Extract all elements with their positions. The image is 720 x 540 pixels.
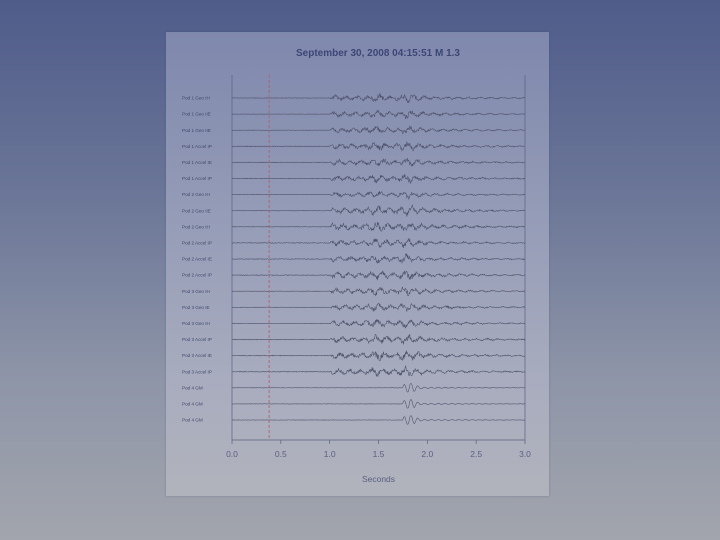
trace-label: Pod 3 Geo IE: [182, 304, 210, 310]
trace-line: [232, 287, 525, 296]
trace-label: Pod 2 Accel IE: [182, 256, 212, 262]
trace-label: Pod 2 Accel IP: [182, 272, 212, 278]
trace-line: [232, 303, 525, 311]
trace-line: [232, 110, 525, 118]
chart-panel: [166, 32, 549, 496]
x-tick-label: 1.0: [323, 449, 336, 459]
x-tick-label: 1.5: [372, 449, 385, 459]
trace-label: Pod 3 Geo IH: [182, 288, 210, 294]
trace-label: Pod 1 Geo IH: [182, 95, 210, 101]
trace-label: Pod 2 Geo IIE: [182, 208, 211, 214]
chart-title: September 30, 2008 04:15:51 M 1.3: [296, 48, 460, 59]
x-axis-label: Seconds: [361, 474, 396, 484]
trace-line: [232, 93, 525, 102]
trace-label: Pod 1 Accel IP: [182, 143, 212, 149]
trace-line: [232, 254, 525, 264]
trace-line: [232, 416, 525, 424]
trace-label: Pod 2 Accel IP: [182, 240, 212, 246]
trace-line: [232, 366, 525, 376]
trace-line: [232, 142, 525, 151]
trace-line: [232, 400, 525, 408]
trace-label: Pod 4 GM: [182, 417, 203, 423]
trace-line: [232, 205, 525, 217]
trace-line: [232, 351, 525, 361]
x-tick-label: 2.5: [470, 449, 483, 459]
trace-line: [232, 271, 525, 280]
trace-label: Pod 3 Accel IP: [182, 337, 212, 343]
trace-line: [232, 319, 525, 328]
trace-line: [232, 191, 525, 199]
trace-group: [232, 93, 525, 424]
trace-label: Pod 2 Geo IH: [182, 224, 210, 230]
trace-label: Pod 1 Accel IP: [182, 176, 212, 182]
x-tick-label: 0.5: [274, 449, 287, 459]
trace-label: Pod 3 Accel IP: [182, 369, 212, 375]
seismogram-chart: [166, 32, 549, 496]
trace-line: [232, 126, 525, 134]
trace-label: Pod 1 Geo IIE: [182, 111, 211, 117]
trace-line: [232, 334, 525, 344]
trace-label: Pod 4 GM: [182, 385, 203, 391]
trace-label: Pod 2 Geo IH: [182, 192, 210, 198]
trace-label: Pod 3 Geo IH: [182, 321, 210, 326]
x-tick-label: 2.0: [421, 449, 434, 459]
trace-label: Pod 1 Accel IE: [182, 160, 212, 165]
trace-line: [232, 384, 525, 392]
x-tick-group: [226, 440, 531, 459]
trace-label-group: [182, 96, 212, 423]
x-tick-label: 0.0: [226, 449, 238, 459]
x-tick-label: 3.0: [519, 449, 531, 459]
trace-line: [232, 222, 525, 231]
trace-label: Pod 3 Accel IE: [182, 353, 212, 359]
trace-label: Pod 4 GM: [182, 401, 203, 407]
trace-label: Pod 1 Geo IIE: [182, 127, 211, 133]
trace-line: [232, 174, 525, 183]
trace-line: [232, 238, 525, 248]
trace-line: [232, 158, 525, 166]
